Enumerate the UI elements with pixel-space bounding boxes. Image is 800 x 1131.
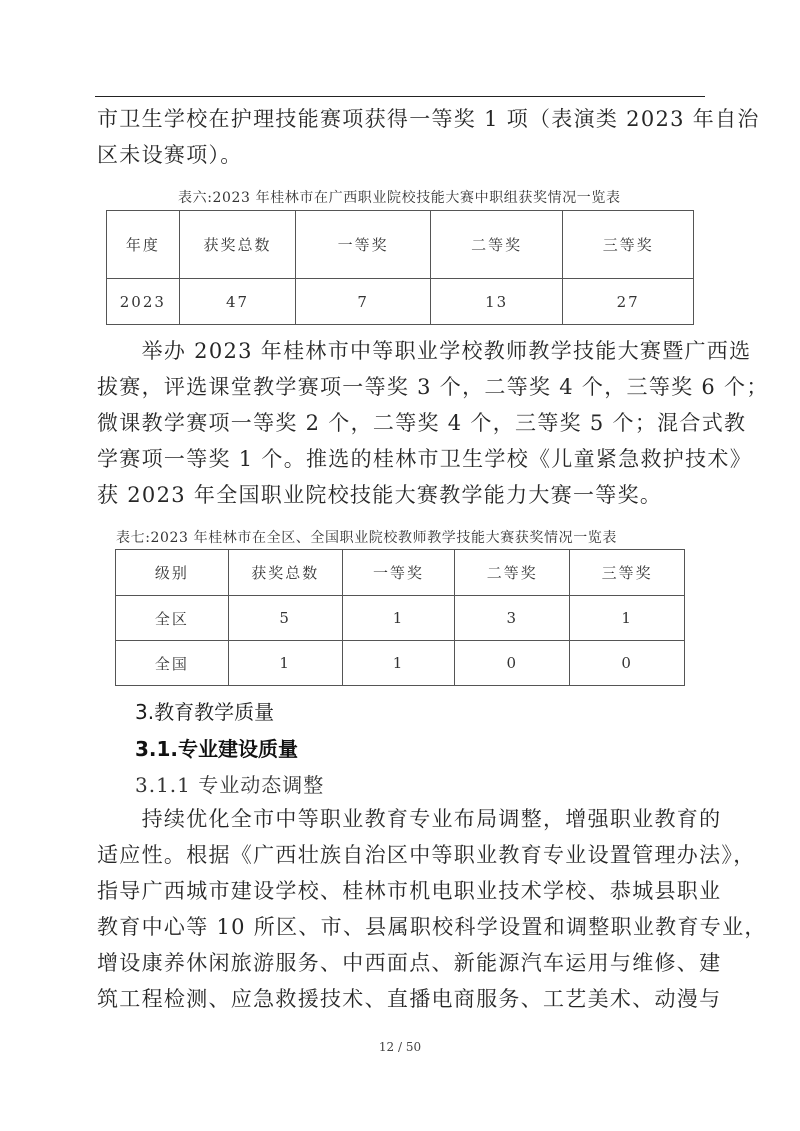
table-row	[116, 641, 685, 686]
table-row	[116, 596, 685, 641]
header-cell: 年度	[107, 211, 180, 279]
text-line: 教育中心等 10 所区、市、县属职校科学设置和调整职业教育专业，	[97, 915, 767, 939]
cell-total: 47	[179, 279, 296, 325]
text-line: 市卫生学校在护理技能赛项获得一等奖 1 项（表演类 2023 年自治	[97, 107, 760, 131]
section-heading-3-1: 3.1.专业建设质量	[135, 737, 299, 761]
text-line: 拔赛，评选课堂教学赛项一等奖 3 个，二等奖 4 个，三等奖 6 个；	[97, 375, 769, 399]
table-row	[107, 279, 694, 325]
text-line: 持续优化全市中等职业教育专业布局调整，增强职业教育的	[97, 807, 722, 831]
cell-third: 1	[570, 596, 685, 641]
section-heading-3: 3.教育教学质量	[135, 700, 275, 724]
cell-first: 1	[342, 641, 455, 686]
cell-first: 7	[296, 279, 430, 325]
table-header-row	[116, 550, 685, 596]
header-cell: 获奖总数	[179, 211, 296, 279]
table7-caption: 表七:2023 年桂林市在全区、全国职业院校教师教学技能大赛获奖情况一览表	[116, 530, 617, 546]
paragraph-teacher-competition	[97, 333, 769, 513]
header-cell: 二等奖	[455, 550, 570, 596]
header-cell: 二等奖	[430, 211, 563, 279]
header-cell: 一等奖	[342, 550, 455, 596]
cell-level: 全国	[116, 641, 229, 686]
table6-award-summary	[106, 210, 694, 325]
cell-year: 2023	[107, 279, 180, 325]
header-cell: 三等奖	[563, 211, 694, 279]
text-line: 举办 2023 年桂林市中等职业学校教师教学技能大赛暨广西选	[97, 339, 752, 363]
text-line: 增设康养休闲旅游服务、中西面点、新能源汽车运用与维修、建	[97, 951, 722, 975]
page-number: 12 / 50	[378, 1040, 422, 1054]
text-line: 学赛项一等奖 1 个。推选的桂林市卫生学校《儿童紧急救护技术》	[97, 447, 753, 471]
header-cell: 三等奖	[570, 550, 685, 596]
cell-second: 13	[430, 279, 563, 325]
text-line: 适应性。根据《广西壮族自治区中等职业教育专业设置管理办法》，	[97, 843, 756, 867]
cell-level: 全区	[116, 596, 229, 641]
cell-third: 27	[563, 279, 694, 325]
cell-third: 0	[570, 641, 685, 686]
text-line: 区未设赛项）。	[97, 143, 243, 167]
text-line: 获 2023 年全国职业院校技能大赛教学能力大赛一等奖。	[97, 483, 663, 507]
cell-second: 0	[455, 641, 570, 686]
cell-second: 3	[455, 596, 570, 641]
header-cell: 一等奖	[296, 211, 430, 279]
text-line: 筑工程检测、应急救援技术、直播电商服务、工艺美术、动漫与	[97, 987, 722, 1011]
cell-total: 1	[228, 641, 342, 686]
cell-total: 5	[228, 596, 342, 641]
header-cell: 获奖总数	[228, 550, 342, 596]
cell-first: 1	[342, 596, 455, 641]
header-rule	[95, 96, 705, 97]
paragraph-major-adjustment	[97, 801, 767, 1017]
table7-teacher-awards	[115, 549, 685, 686]
text-line: 微课教学赛项一等奖 2 个，二等奖 4 个，三等奖 5 个；混合式教	[97, 411, 747, 435]
text-line: 指导广西城市建设学校、桂林市机电职业技术学校、恭城县职业	[97, 879, 722, 903]
table6-caption: 表六:2023 年桂林市在广西职业院校技能大赛中职组获奖情况一览表	[178, 190, 621, 206]
paragraph-intro	[97, 101, 760, 173]
section-heading-3-1-1: 3.1.1 专业动态调整	[135, 773, 325, 797]
table-header-row	[107, 211, 694, 279]
header-cell: 级别	[116, 550, 229, 596]
